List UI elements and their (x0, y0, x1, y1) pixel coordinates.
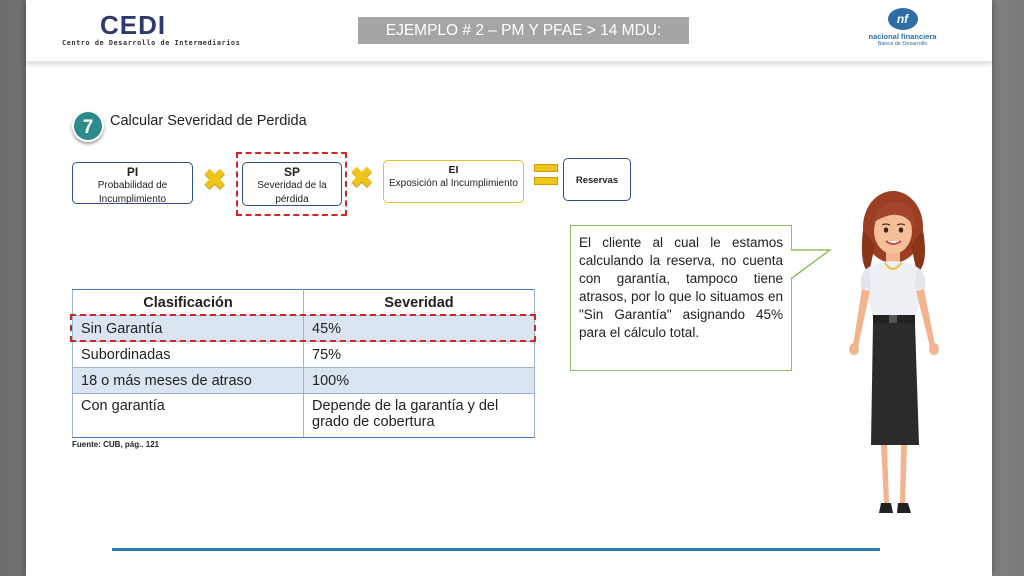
table-cell: Subordinadas (73, 342, 304, 368)
sp-code: SP (283, 165, 300, 179)
cedi-logo-subtitle: Centro de Desarrollo de Intermediarios (62, 39, 241, 47)
table-row (73, 342, 535, 368)
pi-description: Probabilidad de Incumplimiento (97, 180, 168, 205)
table-header-row (73, 290, 535, 316)
step-label: Calcular Severidad de Perdida (110, 113, 307, 129)
multiply-icon: ✖ (350, 162, 374, 193)
step-number-badge: 7 (72, 110, 104, 142)
cedi-logo-text: CEDI (100, 10, 167, 40)
pi-box (72, 162, 193, 204)
nafin-logo-mark: nf (888, 8, 918, 30)
table-header-severidad: Severidad (304, 290, 535, 316)
table-row (73, 368, 535, 394)
severity-table (72, 289, 535, 438)
table-cell: 45% (304, 316, 535, 342)
table-cell: Sin Garantía (73, 316, 304, 342)
slide-title: EJEMPLO # 2 – PM Y PFAE > 14 MDU: (358, 17, 689, 44)
ei-description: Exposición al Incumplimiento (389, 178, 518, 189)
table-cell: 75% (304, 342, 535, 368)
ei-code: EI (448, 164, 459, 176)
sp-box (242, 162, 342, 206)
callout-tail (790, 244, 835, 284)
multiply-icon: ✖ (203, 164, 227, 195)
speech-callout: El cliente al cual le estamos calculando la reserva, no cuenta con garantía, tampoco tiene atrasos, por lo que lo situamos en "Sin Garantía" asignando 45% para el cálculo total. (570, 225, 792, 371)
source-note: Fuente: CUB, pág.. 121 (72, 440, 160, 449)
nafin-logo (855, 8, 950, 52)
table-row (73, 394, 535, 438)
nafin-logo-sub: Banca de Desarrollo (877, 41, 928, 47)
presenter-illustration (845, 185, 945, 520)
table-header-clasificacion: Clasificación (73, 290, 304, 316)
bottom-accent-line (112, 548, 880, 551)
cedi-logo (62, 10, 241, 50)
table-cell: 18 o más meses de atraso (73, 368, 304, 394)
highlighted-row-frame (70, 314, 536, 342)
equals-icon (534, 164, 560, 188)
sp-description: Severidad de la pérdida (257, 180, 327, 205)
pi-code: PI (126, 165, 139, 179)
reservas-box: Reservas (563, 158, 631, 201)
table-cell: Con garantía (73, 394, 304, 438)
nafin-logo-name: nacional financiera (868, 32, 937, 41)
table-cell: 100% (304, 368, 535, 394)
table-cell: Depende de la garantía y del grado de cobertura (304, 394, 535, 438)
ei-box (383, 160, 524, 203)
